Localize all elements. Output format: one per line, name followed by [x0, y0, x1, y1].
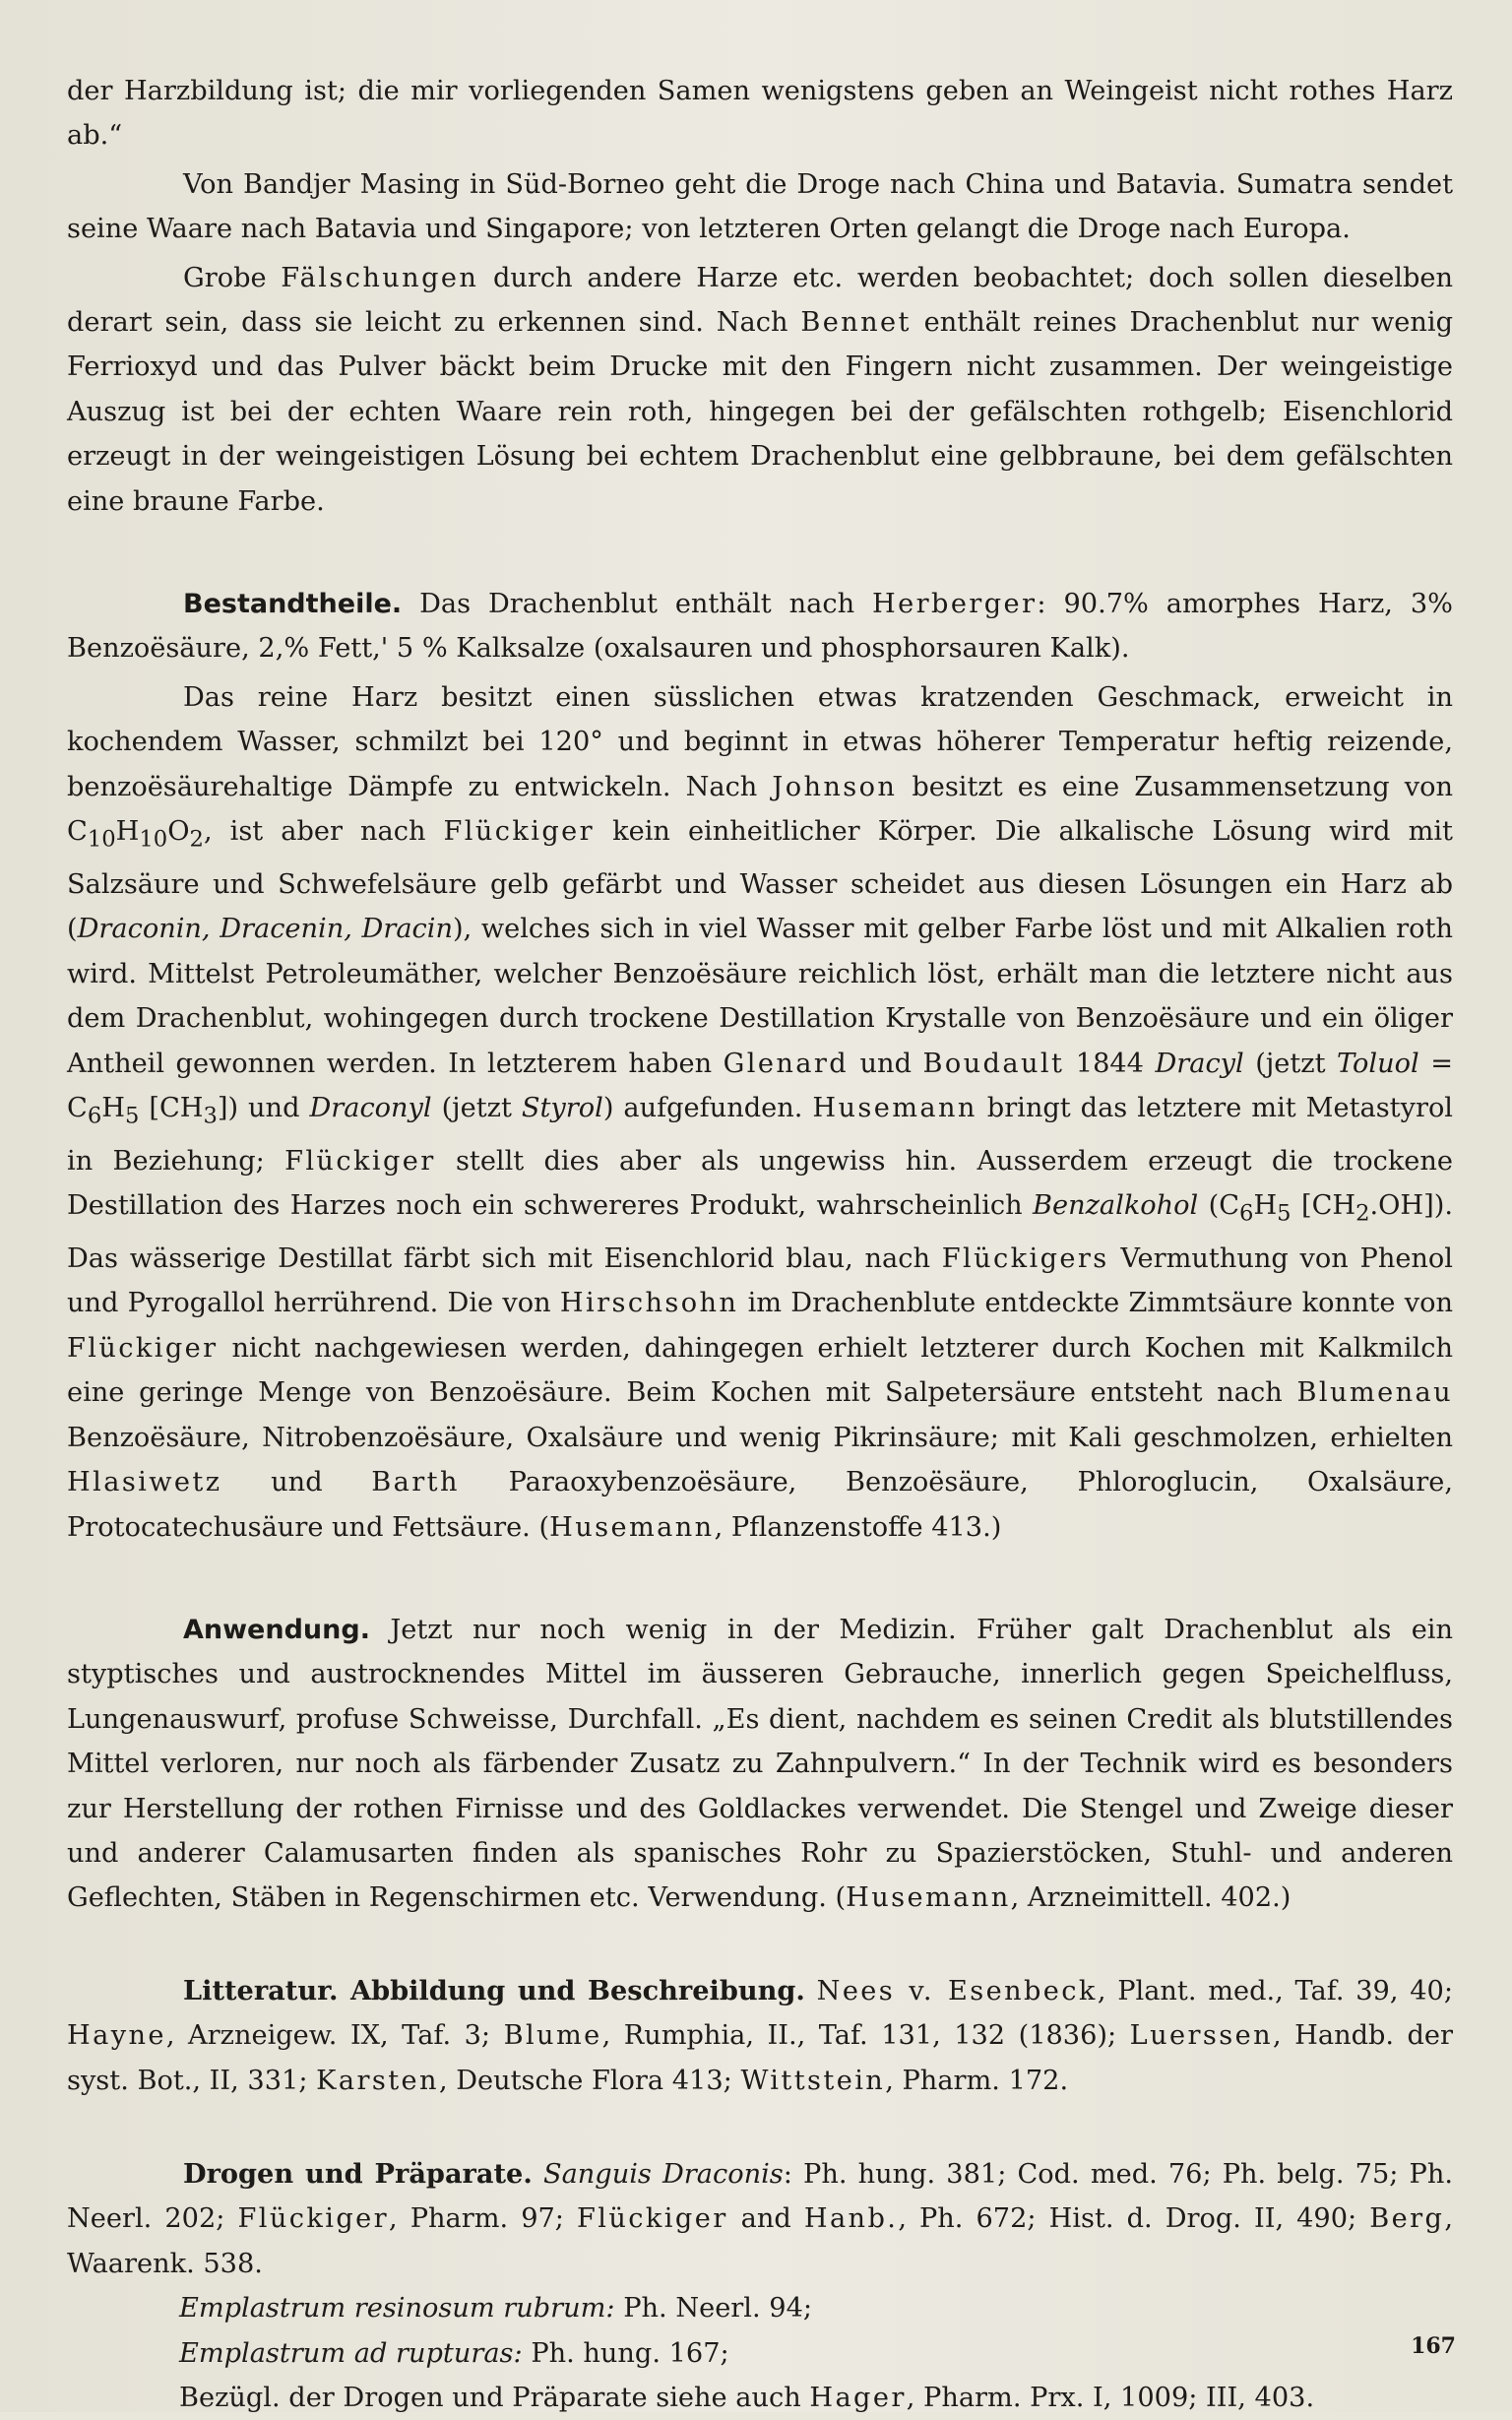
section-heading-drogen: Drogen und Präparate.: [183, 2157, 533, 2190]
section-drogen-und-praeparate: Drogen und Präparate. Sanguis Draconis: Ph. hung. 381; Cod. med. 76; Ph. belg. 75; Ph. Neerl. 202; Flückiger, Pharm. 97; Flückiger and Hanb., Ph. 672; Hist. d. Drog. II, 490; Berg, Waarenk. 538.: [67, 2157, 1453, 2279]
section-litteratur: Litteratur. Abbildung und Beschreibung. Nees v. Esenbeck, Plant. med., Taf. 39, 40; Hayne, Arzneigew. IX, Taf. 3; Blume, Rumphia, II., Taf. 131, 132 (1836); Luerssen, Handb. der syst. Bot., II, 331; Karsten, Deutsche Flora 413; Wittstein, Pharm. 172.: [67, 1974, 1454, 2096]
section-heading-bestandtheile: Bestandtheile.: [183, 589, 403, 620]
paragraph-bandjer-masing: Von Bandjer Masing in Süd-Borneo geht die Droge nach China und Batavia. Sumatra sendet seine Waare nach Batavia und Singapore; von letzteren Orten gelangt die Droge nach Europa.: [67, 168, 1453, 245]
drogen-line-hager: Bezügl. der Drogen und Präparate siehe auch Hager, Pharm. Prx. I, 1009; III, 403.: [179, 2383, 1315, 2413]
drogen-line-emplastrum-resinosum: Emplastrum resinosum rubrum: Ph. Neerl. 94;: [179, 2293, 813, 2324]
section-bestandtheile: Bestandtheile. Das Drachenblut enthält nach Herberger: 90.7% amorphes Harz, 3% Benzoësäure, 2,% Fett,' 5 % Kalksalze (oxalsauren und phosphorsauren Kalk).: [67, 589, 1453, 665]
paragraph-harzbildung: der Harzbildung ist; die mir vorliegenden Samen wenigstens geben an Weingeist nicht rothes Harz ab.“: [67, 76, 1453, 152]
drogen-line-emplastrum-rupturas: Emplastrum ad rupturas: Ph. hung. 167;: [179, 2337, 729, 2369]
section-anwendung: Anwendung. Jetzt nur noch wenig in der Medizin. Früher galt Drachenblut als ein styptisches und austrocknendes Mittel im äusseren Gebrauche, innerlich gegen Speichelfluss, Lungenauswurf, profuse Schweisse, Durchfall. „Es dient, nachdem es seinen Credit als blutstillendes Mittel verloren, nur noch als färbender Zusatz zu Zahnpulvern.“ In der Technik wird es besonders zur Herstellung der rothen Firnisse und des Goldlackes verwendet. Die Stengel und Zweige dieser und anderer Calamusarten finden als spanisches Rohr zu Spazierstöcken, Stuhl- und anderen Geflechten, Stäben in Regenschirmen etc. Verwendung. (Husemann, Arzneimittell. 402.): [67, 1614, 1453, 1914]
section-heading-litteratur: Litteratur. Abbildung und Beschreibung.: [183, 1974, 805, 2006]
paragraph-faelschungen: Grobe Fälschungen durch andere Harze etc. werden beobachtet; doch sollen dieselben derart sein, dass sie leicht zu erkennen sind. Nach Bennet enthält reines Drachenblut nur wenig Ferrioxyd und das Pulver bäckt beim Drucke mit den Fingern nicht zusammen. Der weingeistige Auszug ist bei der echten Waare rein roth, hingegen bei der gefälschten rothgelb; Eisenchlorid erzeugt in der weingeistigen Lösung bei echtem Drachenblut eine gelbbraune, bei dem gefälschten eine braune Farbe.: [67, 262, 1453, 517]
paragraph-reines-harz: Das reine Harz besitzt einen süsslichen etwas kratzenden Geschmack, erweicht in kochendem Wasser, schmilzt bei 120° und beginnt in etwas höherer Temperatur heftig reizende, benzoësäurehaltige Dämpfe zu entwickeln. Nach Johnson besitzt es eine Zusammensetzung von $C_{10}H_{10}O_2$, ist aber nach Flückiger kein einheitlicher Körper. Die alkalische Lösung wird mit Salzsäure und Schwefelsäure gelb gefärbt und Wasser scheidet aus diesen Lösungen ein Harz ab (Draconin, Dracenin, Dracin), welches sich in viel Wasser mit gelber Farbe löst und mit Alkalien roth wird. Mittelst Petroleumäther, welcher Benzoësäure reichlich löst, erhält man die letztere nicht aus dem Drachenblut, wohingegen durch trockene Destillation Krystalle von Benzoësäure und ein öliger Antheil gewonnen werden. In letzterem haben Glenard und Boudault 1844 Dracyl (jetzt Toluol = $C_6H_5$ $[CH_3]$) und Draconyl (jetzt Styrol) aufgefunden. Husemann bringt das letztere mit Metastyrol in Beziehung; Flückiger stellt dies aber als ungewiss hin. Ausserdem erzeugt die trockene Destillation des Harzes noch ein schwereres Produkt, wahrscheinlich Benzalkohol ($C_6H_5$ $[CH_2.OH]$). Das wässerige Destillat färbt sich mit Eisenchlorid blau, nach Flückigers Vermuthung von Phenol und Pyrogallol herrührend. Die von Hirschsohn im Drachenblute entdeckte Zimmtsäure konnte von Flückiger nicht nachgewiesen werden, dahingegen erhielt letzterer durch Kochen mit Kalkmilch eine geringe Menge von Benzoësäure. Beim Kochen mit Salpetersäure entsteht nach Blumenau Benzoësäure, Nitrobenzoësäure, Oxalsäure und wenig Pikrinsäure; mit Kali geschmolzen, erhielten Hlasiwetz und Barth Paraoxybenzoësäure, Benzoësäure, Phloroglucin, Oxalsäure, Protocatechusäure und Fettsäure. (Husemann, Pflanzenstoffe 413.): [67, 681, 1454, 1543]
section-heading-anwendung: Anwendung.: [183, 1614, 370, 1645]
page-number: 167: [1411, 2333, 1456, 2359]
